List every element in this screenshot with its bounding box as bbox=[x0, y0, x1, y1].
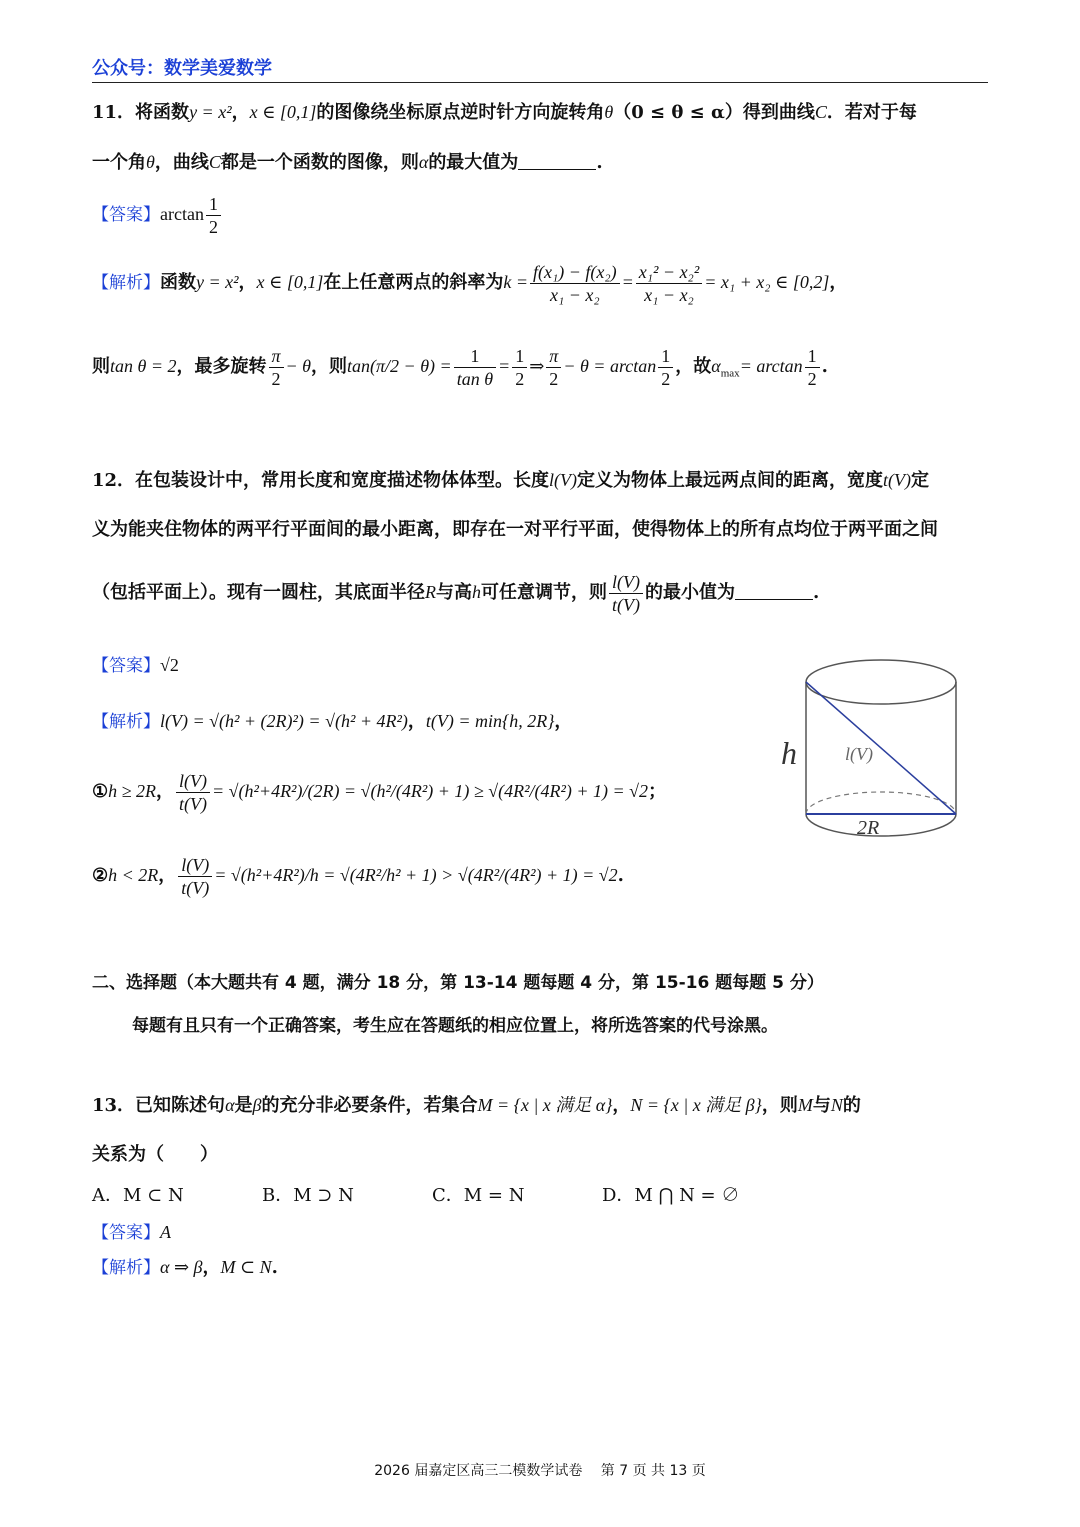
q13-text2: 的充分非必要条件，若集合 bbox=[261, 1095, 478, 1116]
case-2-fraction bbox=[178, 854, 212, 899]
q12-jx1-comma: ， bbox=[407, 711, 426, 732]
option-a[interactable]: A．M ⊂ N bbox=[92, 1185, 184, 1206]
case-2-expr: = √(h²+4R²)/h = √(4R²/h² + 1) > √(4R²/(4R²) + 1) = √2 bbox=[214, 865, 618, 885]
frac-den: t(V) bbox=[612, 594, 640, 615]
q11-jx1-k: k = bbox=[503, 272, 528, 292]
q12-line-2 bbox=[92, 515, 988, 545]
label-lv: l(V) bbox=[845, 744, 873, 764]
q12-number: 12．在包装设计中，常用长度和宽度描述物体体型。长度 bbox=[92, 470, 550, 491]
q11-jx1-func: y = x² bbox=[196, 272, 239, 292]
q13-answer bbox=[92, 1217, 988, 1248]
q11-l2-text2: ，曲线 bbox=[154, 152, 209, 173]
frac-den: 2 bbox=[271, 368, 281, 389]
half-fraction-2 bbox=[658, 345, 673, 390]
frac-den: x₁ − x₂ bbox=[549, 284, 600, 305]
q12-l3-text2: 与高 bbox=[436, 582, 472, 603]
q13-analysis bbox=[92, 1252, 988, 1283]
q13-text3: ，则 bbox=[761, 1095, 798, 1116]
q12-tv: t(V) bbox=[883, 470, 912, 490]
q12-l3-h: h bbox=[472, 582, 481, 602]
cylinder-bottom-back bbox=[806, 792, 956, 814]
q11-jx2-implies: ⇒ bbox=[529, 356, 545, 376]
q12-jx1-length: l(V) = √(h² + (2R)²) = √(h² + 4R²) bbox=[160, 711, 408, 731]
pi-half-fraction bbox=[269, 345, 284, 390]
q12-l3-text: （包括平面上）。现有一圆柱，其底面半径 bbox=[92, 582, 425, 603]
q13-beta: β bbox=[252, 1095, 262, 1115]
case-1-expr: = √(h²+4R²)/(2R) = √(h²/(4R²) + 1) ≥ √(4R²/(4R²) + 1) = √2 bbox=[212, 781, 649, 801]
q11-answer bbox=[92, 192, 988, 238]
half-fraction-3 bbox=[805, 345, 820, 390]
q11-jx1-result: = x₁ + x₂ ∈ [0,2] bbox=[704, 272, 830, 292]
option-b[interactable]: B．M ⊃ N bbox=[262, 1185, 354, 1206]
frac-den: t(V) bbox=[179, 793, 207, 814]
q12-lv: l(V) bbox=[549, 470, 578, 490]
frac-num: l(V) bbox=[178, 854, 212, 877]
q12-text-end: 定 bbox=[911, 470, 930, 491]
answer-tag: 【答案】 bbox=[92, 205, 160, 225]
q11-func: y = x² bbox=[189, 102, 232, 122]
q13-number: 13．已知陈述句 bbox=[92, 1095, 226, 1116]
q11-jx2-minus: − θ bbox=[285, 356, 312, 376]
q13-jx-implies: α ⇒ β bbox=[160, 1257, 203, 1277]
q11-line-2 bbox=[92, 147, 988, 178]
q12-case-2 bbox=[92, 846, 988, 905]
q11-jx2-tanexpr: tan(π/2 − θ) = bbox=[347, 356, 452, 376]
q11-jx2-text3: ，则 bbox=[311, 356, 348, 377]
q11-text-end: ．若对于每 bbox=[826, 102, 917, 123]
q13-line-1 bbox=[92, 1090, 988, 1121]
q11-jx1-domain: x ∈ [0,1] bbox=[256, 272, 324, 292]
slope-fraction-1 bbox=[530, 261, 620, 306]
case-1-sep: ， bbox=[156, 781, 175, 802]
q13-text: 是 bbox=[234, 1095, 253, 1116]
cylinder-bottom-front bbox=[806, 814, 956, 836]
analysis-tag: 【解析】 bbox=[92, 273, 160, 293]
frac-num: 1 bbox=[512, 345, 527, 368]
q11-jx2-period: . bbox=[821, 356, 828, 377]
case-1-cond: h ≥ 2R bbox=[108, 781, 157, 801]
q11-answer-arctan: arctan bbox=[160, 204, 204, 224]
q11-l2-period: . bbox=[596, 152, 603, 173]
cylinder-diagonal bbox=[806, 682, 956, 814]
q12-l3-period: . bbox=[812, 582, 820, 603]
q11-l2-alpha: α bbox=[418, 152, 429, 172]
option-c[interactable]: C．M = N bbox=[432, 1185, 525, 1206]
frac-num: x₁² − x₂² bbox=[636, 261, 702, 284]
q11-jx2-alpha: α bbox=[711, 356, 721, 376]
q13-text5: 的 bbox=[842, 1095, 861, 1116]
answer-tag: 【答案】 bbox=[92, 1223, 160, 1243]
q11-jx1-comma: ， bbox=[238, 272, 257, 293]
q11-range: （0 ≤ θ ≤ α）得到曲线 bbox=[613, 102, 815, 123]
frac-den: x₁ − x₂ bbox=[644, 284, 694, 305]
frac-num: 1 bbox=[206, 193, 221, 216]
case-2-cond: h < 2R bbox=[108, 865, 159, 885]
option-d[interactable]: D．M ⋂ N = ∅ bbox=[602, 1185, 740, 1206]
case-2-end: . bbox=[617, 865, 624, 886]
frac-den: 2 bbox=[661, 368, 671, 389]
q12-line-3 bbox=[92, 566, 988, 619]
answer-blank bbox=[518, 151, 596, 170]
q11-jx1-text: 函数 bbox=[160, 272, 196, 293]
frac-num: l(V) bbox=[609, 571, 643, 594]
case-1-fraction bbox=[176, 770, 210, 815]
q12-jx1-end: ， bbox=[554, 711, 573, 732]
q12-l2-text: 义为能夹住物体的两平行平面间的最小距离，即存在一对平行平面，使得物体上的所有点均位于两平面之间 bbox=[92, 519, 938, 540]
q11-jx2-eq: = bbox=[498, 356, 511, 376]
half-fraction bbox=[512, 345, 527, 390]
q11-text: 的图像绕坐标原点逆时针方向旋转角 bbox=[316, 102, 605, 123]
answer-tag: 【答案】 bbox=[92, 656, 160, 676]
q11-line-1 bbox=[92, 97, 988, 128]
q11-l2-text: 一个角 bbox=[92, 152, 146, 173]
q11-jx2-text4: ，故 bbox=[675, 356, 712, 377]
q13-text4: 与 bbox=[812, 1095, 831, 1116]
q13-line-2: 关系为（ ） bbox=[92, 1144, 218, 1165]
page-header bbox=[92, 54, 988, 83]
q11-curve: C bbox=[814, 102, 827, 122]
case-1-mark: ① bbox=[92, 781, 109, 802]
pi-half-fraction-2 bbox=[546, 345, 561, 390]
q11-l2-theta: θ bbox=[146, 152, 155, 172]
q11-jx1-text2: 在上任意两点的斜率为 bbox=[323, 272, 504, 293]
frac-num: 1 bbox=[454, 345, 496, 368]
q11-jx2-max: max bbox=[720, 367, 740, 380]
q13-options bbox=[92, 1181, 988, 1211]
q11-comma: ， bbox=[231, 102, 250, 123]
frac-den: tan θ bbox=[456, 368, 494, 389]
frac-num: f(x₁) − f(x₂) bbox=[530, 261, 620, 284]
q12-l3-text3: 可任意调节，则 bbox=[481, 582, 607, 603]
q11-jx1-eq: = bbox=[621, 272, 634, 292]
frac-num: 1 bbox=[658, 345, 673, 368]
q11-jx2-arctan2: = arctan bbox=[739, 356, 803, 376]
q13-n: N bbox=[830, 1095, 843, 1115]
q13-jx-comma: ， bbox=[202, 1257, 221, 1278]
frac-num: l(V) bbox=[176, 770, 210, 793]
q13-set-m: M = {x | x 满足 α} bbox=[477, 1095, 613, 1115]
header-title: 公众号：数学美爱数学 bbox=[92, 58, 272, 79]
q11-jx2-arctan: − θ = arctan bbox=[563, 356, 657, 376]
case-2-sep: ， bbox=[158, 865, 177, 886]
case-2-mark: ② bbox=[92, 865, 109, 886]
q12-text: 定义为物体上最远两点间的距离，宽度 bbox=[577, 470, 884, 491]
frac-num: 1 bbox=[805, 345, 820, 368]
analysis-tag: 【解析】 bbox=[92, 712, 160, 732]
q12-line-1 bbox=[92, 465, 988, 496]
cylinder-figure bbox=[775, 652, 965, 842]
q11-l2-curve: C bbox=[208, 152, 221, 172]
q13-alpha: α bbox=[225, 1095, 235, 1115]
frac-num: π bbox=[546, 345, 561, 368]
q12-jx1-width: t(V) = min{h, 2R} bbox=[425, 711, 555, 731]
slope-fraction-2 bbox=[636, 261, 702, 306]
q11-jx2-tan: tan θ = 2 bbox=[110, 356, 177, 376]
q11-domain: x ∈ [0,1] bbox=[249, 102, 317, 122]
q13-comma: ， bbox=[612, 1095, 631, 1116]
q11-analysis-1 bbox=[92, 256, 988, 309]
q11-analysis-2 bbox=[92, 340, 988, 400]
cylinder-top-ellipse bbox=[806, 660, 956, 704]
label-h: h bbox=[781, 735, 797, 771]
q11-number: 11．将函数 bbox=[92, 102, 190, 123]
label-2r: 2R bbox=[857, 817, 880, 839]
q13-jx-subset: M ⊂ N bbox=[220, 1257, 272, 1277]
frac-den: 2 bbox=[515, 368, 525, 389]
q11-theta: θ bbox=[604, 102, 614, 122]
q11-jx2-text2: ，最多旋转 bbox=[176, 356, 267, 377]
frac-den: t(V) bbox=[181, 877, 210, 898]
frac-num: π bbox=[269, 345, 284, 368]
case-1-end: ； bbox=[648, 781, 667, 802]
q12-l3-r: R bbox=[425, 582, 436, 602]
q13-jx-period: . bbox=[271, 1257, 278, 1278]
section-2-title: 二、选择题（本大题共有 4 题，满分 18 分，第 13-14 题每题 4 分，第 15-16 题每题 5 分） bbox=[92, 973, 824, 993]
q13-set-n: N = {x | x 满足 β} bbox=[630, 1095, 762, 1115]
q11-answer-fraction bbox=[206, 193, 221, 238]
q11-l2-text3: 都是一个函数的图像，则 bbox=[220, 152, 419, 173]
frac-den: 2 bbox=[208, 216, 218, 237]
q12-l3-text4: 的最小值为 bbox=[644, 582, 735, 603]
cot-fraction bbox=[454, 345, 496, 390]
q11-l2-text4: 的最大值为 bbox=[428, 152, 519, 173]
frac-den: 2 bbox=[807, 368, 817, 389]
answer-blank bbox=[735, 581, 813, 600]
page-footer: 2026 届嘉定区高三二模数学试卷 第 7 页 共 13 页 bbox=[374, 1463, 706, 1479]
lv-tv-fraction bbox=[609, 571, 643, 616]
q11-jx2-text: 则 bbox=[92, 356, 110, 377]
q11-jx1-end: ， bbox=[829, 272, 848, 293]
section-2-desc: 每题有且只有一个正确答案，考生应在答题纸的相应位置上，将所选答案的代号涂黑。 bbox=[132, 1016, 778, 1036]
analysis-tag: 【解析】 bbox=[92, 1258, 160, 1278]
frac-den: 2 bbox=[549, 368, 559, 389]
q13-m: M bbox=[797, 1095, 813, 1115]
q13-answer-value: A bbox=[160, 1222, 171, 1242]
q12-answer-value: √2 bbox=[160, 655, 179, 675]
